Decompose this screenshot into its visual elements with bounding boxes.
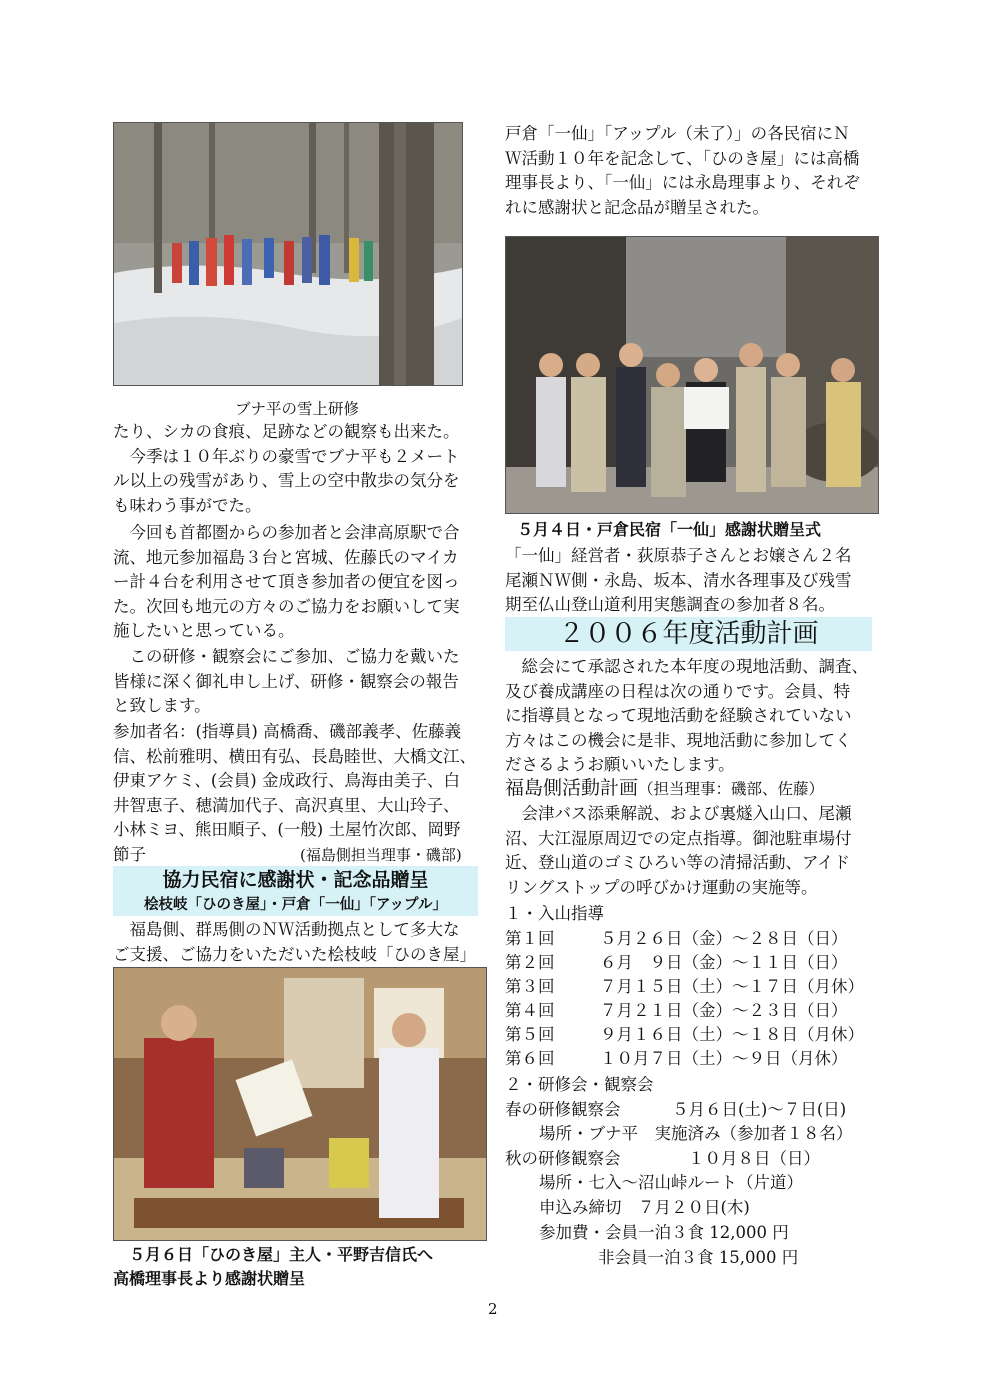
fee-member: 参加費・会員一泊３食 12,000 円 — [539, 1223, 789, 1242]
schedule-label: 第４回 — [505, 1001, 555, 1020]
text-line: ご支援、ご協力をいただいた桧枝岐「ひのき屋」 — [113, 944, 476, 964]
schedule-dates: １０月７日（土）～９日（月休） — [600, 1049, 848, 1068]
spring-place: 場所・ブナ平 実施済み（参加者１８名） — [539, 1124, 853, 1143]
text-line: に指導員となって現地活動を経験されていない — [505, 706, 852, 726]
schedule-dates: ９月１６日（土）～１８日（月休） — [600, 1025, 864, 1044]
schedule-row — [505, 1023, 555, 1047]
text-line: 信、松前雅明、横田有弘、長島睦世、大橋文江、 — [113, 746, 476, 766]
section-subtitle-text: 桧枝岐「ひのき屋」・戸倉「一仙」「アップル」 — [144, 897, 447, 913]
autumn-dates: １０月８日（日） — [688, 1149, 820, 1168]
sec2-title: ２・研修会・観察会 — [505, 1075, 654, 1094]
text-line: 小林ミヨ、熊田順子、(一般) 土屋竹次郎、岡野 — [113, 820, 461, 840]
photo3-caption — [113, 1243, 433, 1291]
text-line: ださるようお願いいたします。 — [505, 755, 735, 775]
photo2-text — [505, 544, 852, 618]
deadline: 申込み締切 ７月２０日(木) — [539, 1198, 750, 1217]
fukushima-title: 福島側活動計画 — [505, 777, 639, 799]
text-line: 総会にて承認された本年度の現地活動、調査、 — [505, 657, 868, 676]
photo-issen-group — [505, 236, 879, 514]
text-line: 伊東アケミ、(会員) 金成政行、鳥海由美子、白 — [113, 771, 460, 791]
schedule-row — [505, 927, 555, 951]
schedule-row — [505, 999, 555, 1023]
text-line: 皆様に深く御礼申し上げ、研修・観察会の報告 — [113, 671, 459, 691]
text-line: たり、シカの食痕、足跡などの観察も出来た。 — [113, 422, 460, 441]
text-line: 期至仏山登山道利用実態調査の参加者８名。 — [505, 595, 835, 615]
text-line: 今回も首都圏からの参加者と会津高原駅で合 — [113, 523, 460, 542]
text-line: 福島側、群馬側のＮＷ活動拠点として多大な — [113, 920, 460, 939]
schedule-label: 第２回 — [505, 953, 555, 972]
left-para2 — [113, 521, 460, 644]
fee-nonmember: 非会員一泊３食 15,000 円 — [598, 1248, 799, 1267]
text-line: 及び養成講座の日程は次の通りです。会員、特 — [505, 681, 851, 701]
text-line: 今季は１０年ぶりの豪雪でブナ平も２メート — [113, 446, 460, 466]
sec1-title: １・入山指導 — [505, 904, 604, 923]
schedule-dates: ５月２６日（金）～２８日（日） — [600, 929, 848, 948]
text-line: 方々はこの機会に是非、現地活動に参加してく — [505, 730, 852, 750]
plan-title: ２００６年度活動計画 — [558, 619, 819, 649]
fukushima-heading — [505, 775, 824, 802]
text-line: た。次回も地元の方々のご協力をお願いして実 — [113, 596, 460, 616]
text-line: も味わう事がでた。 — [113, 495, 262, 515]
page-number: 2 — [488, 1300, 498, 1318]
left-para1 — [113, 420, 460, 518]
photo2-caption: ５月４日・戸倉民宿「一仙」感謝状贈呈式 — [517, 520, 822, 539]
plan-title-band — [505, 617, 872, 651]
photo1-caption: ブナ平の雪上研修 — [235, 400, 360, 418]
participants-list — [113, 720, 476, 843]
text-line: Ｗ活動１０年を記念して、「ひのき屋」には高橋 — [505, 148, 860, 168]
participants-last: 節子 — [113, 845, 146, 864]
schedule-row — [505, 1047, 555, 1071]
schedule-label: 第５回 — [505, 1025, 555, 1044]
text-line: 施したいと思っている。 — [113, 621, 295, 641]
text-line: 尾瀬ＮＷ側・永島、坂本、清水各理事及び残雪 — [505, 570, 852, 590]
autumn-label: 秋の研修観察会 — [505, 1149, 621, 1168]
text-line: 理事長より、「一仙」には永島理事より、それぞ — [505, 173, 860, 193]
section-thanks-text — [113, 918, 476, 967]
text-line: 「一仙」経営者・荻原恭子さんとお嬢さん２名 — [505, 546, 852, 565]
text-line: れに感謝状と記念品が贈呈された。 — [505, 197, 769, 217]
text-line: この研修・観察会にご参加、ご協力を戴いた — [113, 647, 460, 666]
left-para3 — [113, 645, 460, 719]
fukushima-text — [505, 802, 852, 900]
text-line: と致します。 — [113, 696, 211, 716]
text-line: 井智恵子、穂満加代子、高沢真里、大山玲子、 — [113, 795, 460, 815]
text-line: 会津バス添乗解説、および裏燧入山口、尾瀬 — [505, 804, 852, 823]
schedule-dates: ７月１５日（土）～１７日（月休） — [600, 977, 864, 996]
schedule-label: 第１回 — [505, 929, 555, 948]
spring-dates: ５月６日(土)～７日(日) — [672, 1100, 847, 1119]
schedule-label: 第３回 — [505, 977, 555, 996]
fukushima-note: （担当理事：磯部、佐藤） — [638, 780, 825, 798]
text-line: ー計４台を利用させて頂き参加者の便宜を図っ — [113, 572, 460, 592]
plan-intro — [505, 655, 868, 778]
text-line: リングストップの呼びかけ運動の実施等。 — [505, 877, 818, 897]
photo-hinokiya-award — [113, 967, 487, 1241]
section-title-thanks — [113, 866, 478, 894]
text-line: 近、登山道のゴミひろい等の清掃活動、アイド — [505, 853, 851, 873]
spring-label: 春の研修観察会 — [505, 1100, 621, 1119]
photo-snow-training — [113, 122, 463, 386]
text-line: 沼、大江湿原周辺での定点指導。御池駐車場付 — [505, 828, 852, 848]
schedule-dates: ７月２１日（金）～２３日（日） — [600, 1001, 848, 1020]
section-subtitle-inns — [113, 894, 478, 916]
text-line: ５月６日「ひのき屋」主人・平野吉信氏へ — [113, 1245, 434, 1264]
section-title-text: 協力民宿に感謝状・記念品贈呈 — [162, 869, 429, 891]
right-intro — [505, 122, 860, 220]
schedule-label: 第６回 — [505, 1049, 555, 1068]
text-line: 高橋理事長より感謝状贈呈 — [113, 1269, 306, 1288]
text-line: 戸倉「一仙」「アップル（未了）」の各民宿にＮ — [505, 124, 850, 143]
text-line: ル以上の残雪があり、雪上の空中散歩の気分を — [113, 471, 460, 491]
schedule-dates: ６月 ９日（金）～１１日（日） — [600, 953, 848, 972]
text-line: 流、地元参加福島３台と宮城、佐藤氏のマイカ — [113, 547, 459, 567]
autumn-place: 場所・七入～沼山峠ルート（片道） — [539, 1173, 803, 1192]
text-line: 参加者名：(指導員) 高橋喬、磯部義孝、佐藤義 — [113, 722, 462, 741]
participants-note: (福島側担当理事・磯部) — [300, 846, 462, 864]
schedule-row — [505, 951, 555, 975]
schedule-row — [505, 975, 555, 999]
